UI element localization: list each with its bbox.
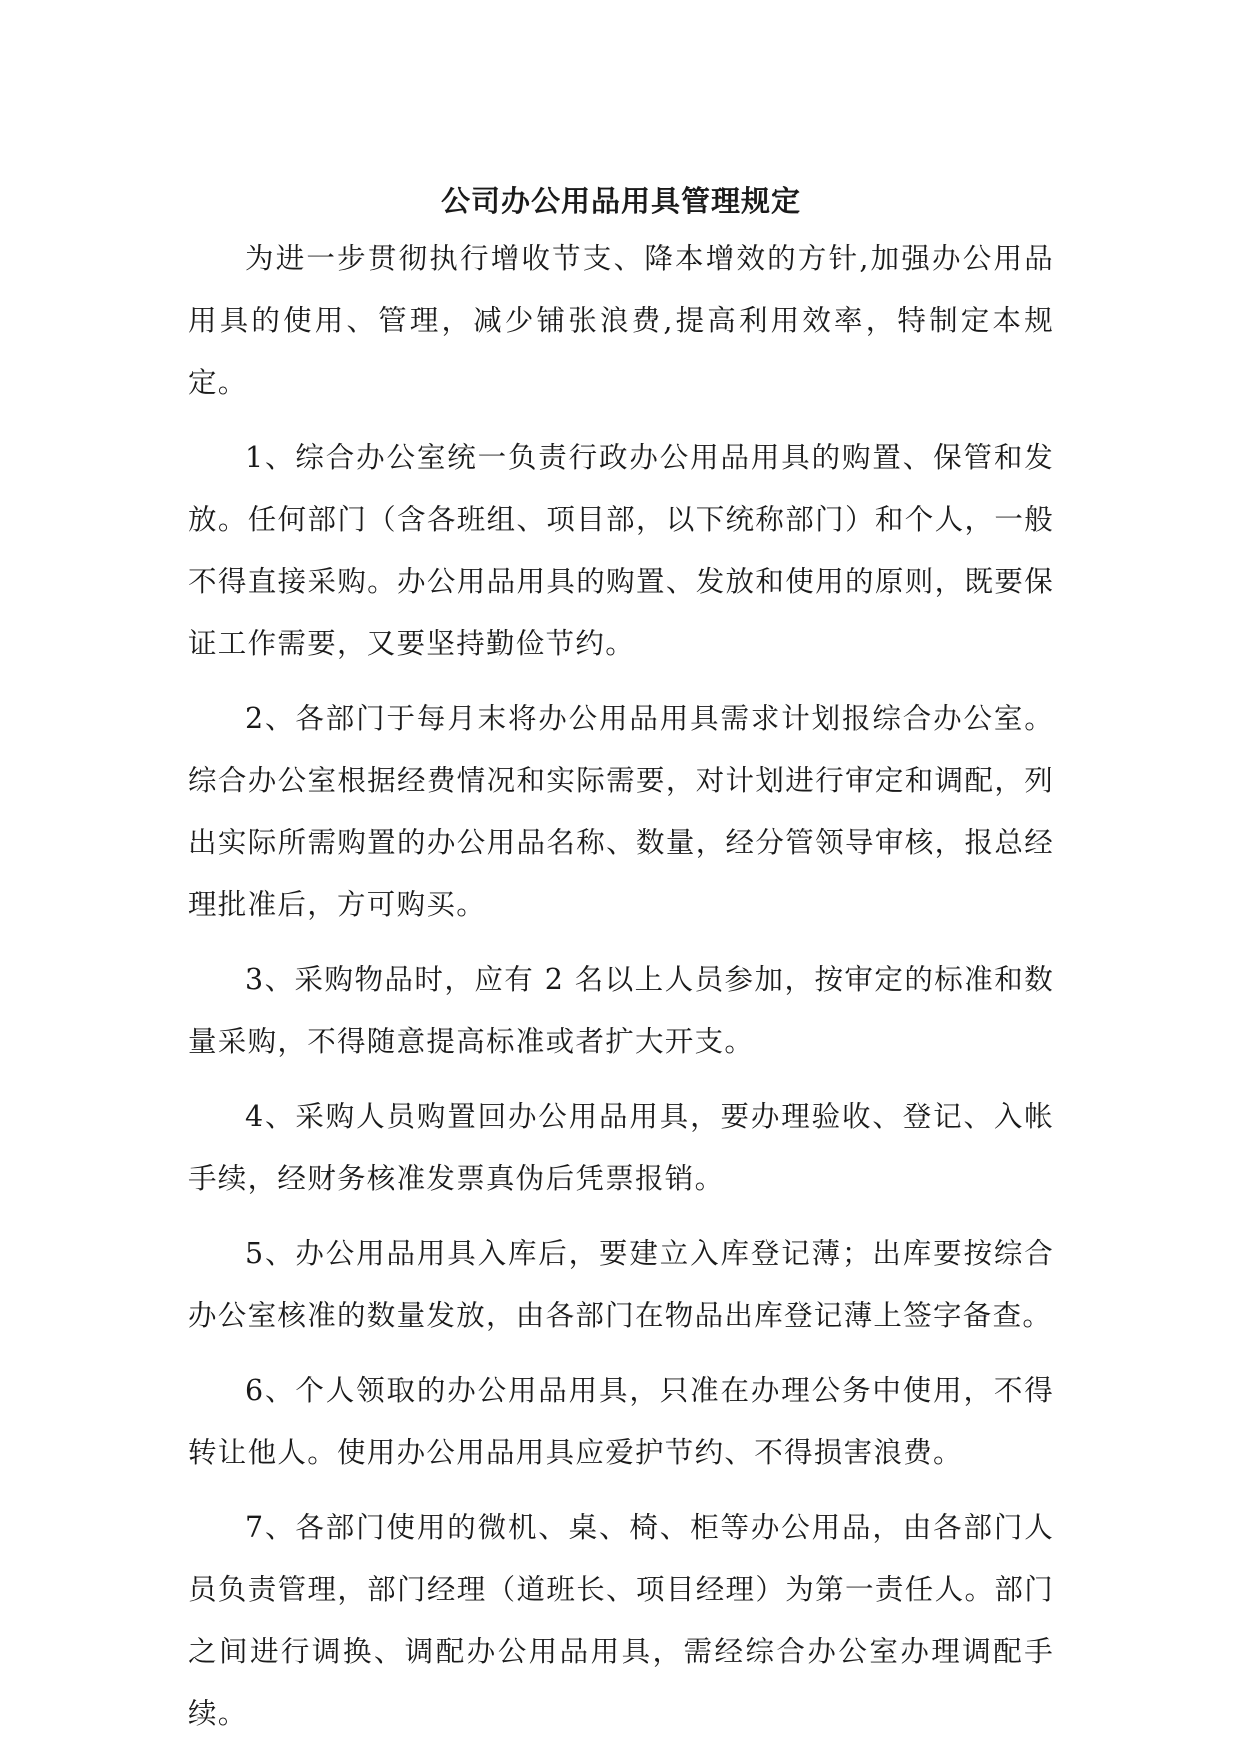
clause-3-paragraph: 3、采购物品时，应有 2 名以上人员参加，按审定的标准和数量采购，不得随意提高标准或者扩大开支。 [188, 963, 1054, 1058]
clause-4-paragraph: 4、采购人员购置回办公用品用具，要办理验收、登记、入帐手续，经财务核准发票真伪后凭票报销。 [188, 1100, 1054, 1195]
clause-2-paragraph: 2、各部门于每月末将办公用品用具需求计划报综合办公室。综合办公室根据经费情况和实际需要，对计划进行审定和调配，列出实际所需购置的办公用品名称、数量，经分管领导审核，报总经理批准后，方可购买。 [188, 702, 1054, 921]
clause-6-paragraph: 6、个人领取的办公用品用具，只准在办理公务中使用，不得转让他人。使用办公用品用具应爱护节约、不得损害浪费。 [188, 1374, 1054, 1469]
clause-7-paragraph: 7、各部门使用的微机、桌、椅、柜等办公用品，由各部门人员负责管理，部门经理（道班长、项目经理）为第一责任人。部门之间进行调换、调配办公用品用具，需经综合办公室办理调配手续。 [188, 1511, 1054, 1730]
document-title: 公司办公用品用具管理规定 [440, 184, 801, 219]
clause-5-paragraph: 5、办公用品用具入库后，要建立入库登记薄；出库要按综合办公室核准的数量发放，由各部门在物品出库登记薄上签字备查。 [188, 1237, 1054, 1332]
intro-paragraph: 为进一步贯彻执行增收节支、降本增效的方针,加强办公用品用具的使用、管理，减少铺张浪费,提高利用效率，特制定本规定。 [188, 242, 1054, 399]
document-body [188, 228, 1054, 1758]
clause-1-paragraph: 1、综合办公室统一负责行政办公用品用具的购置、保管和发放。任何部门（含各班组、项目部，以下统称部门）和个人，一般不得直接采购。办公用品用具的购置、发放和使用的原则，既要保证工作需要，又要坚持勤俭节约。 [188, 441, 1054, 660]
